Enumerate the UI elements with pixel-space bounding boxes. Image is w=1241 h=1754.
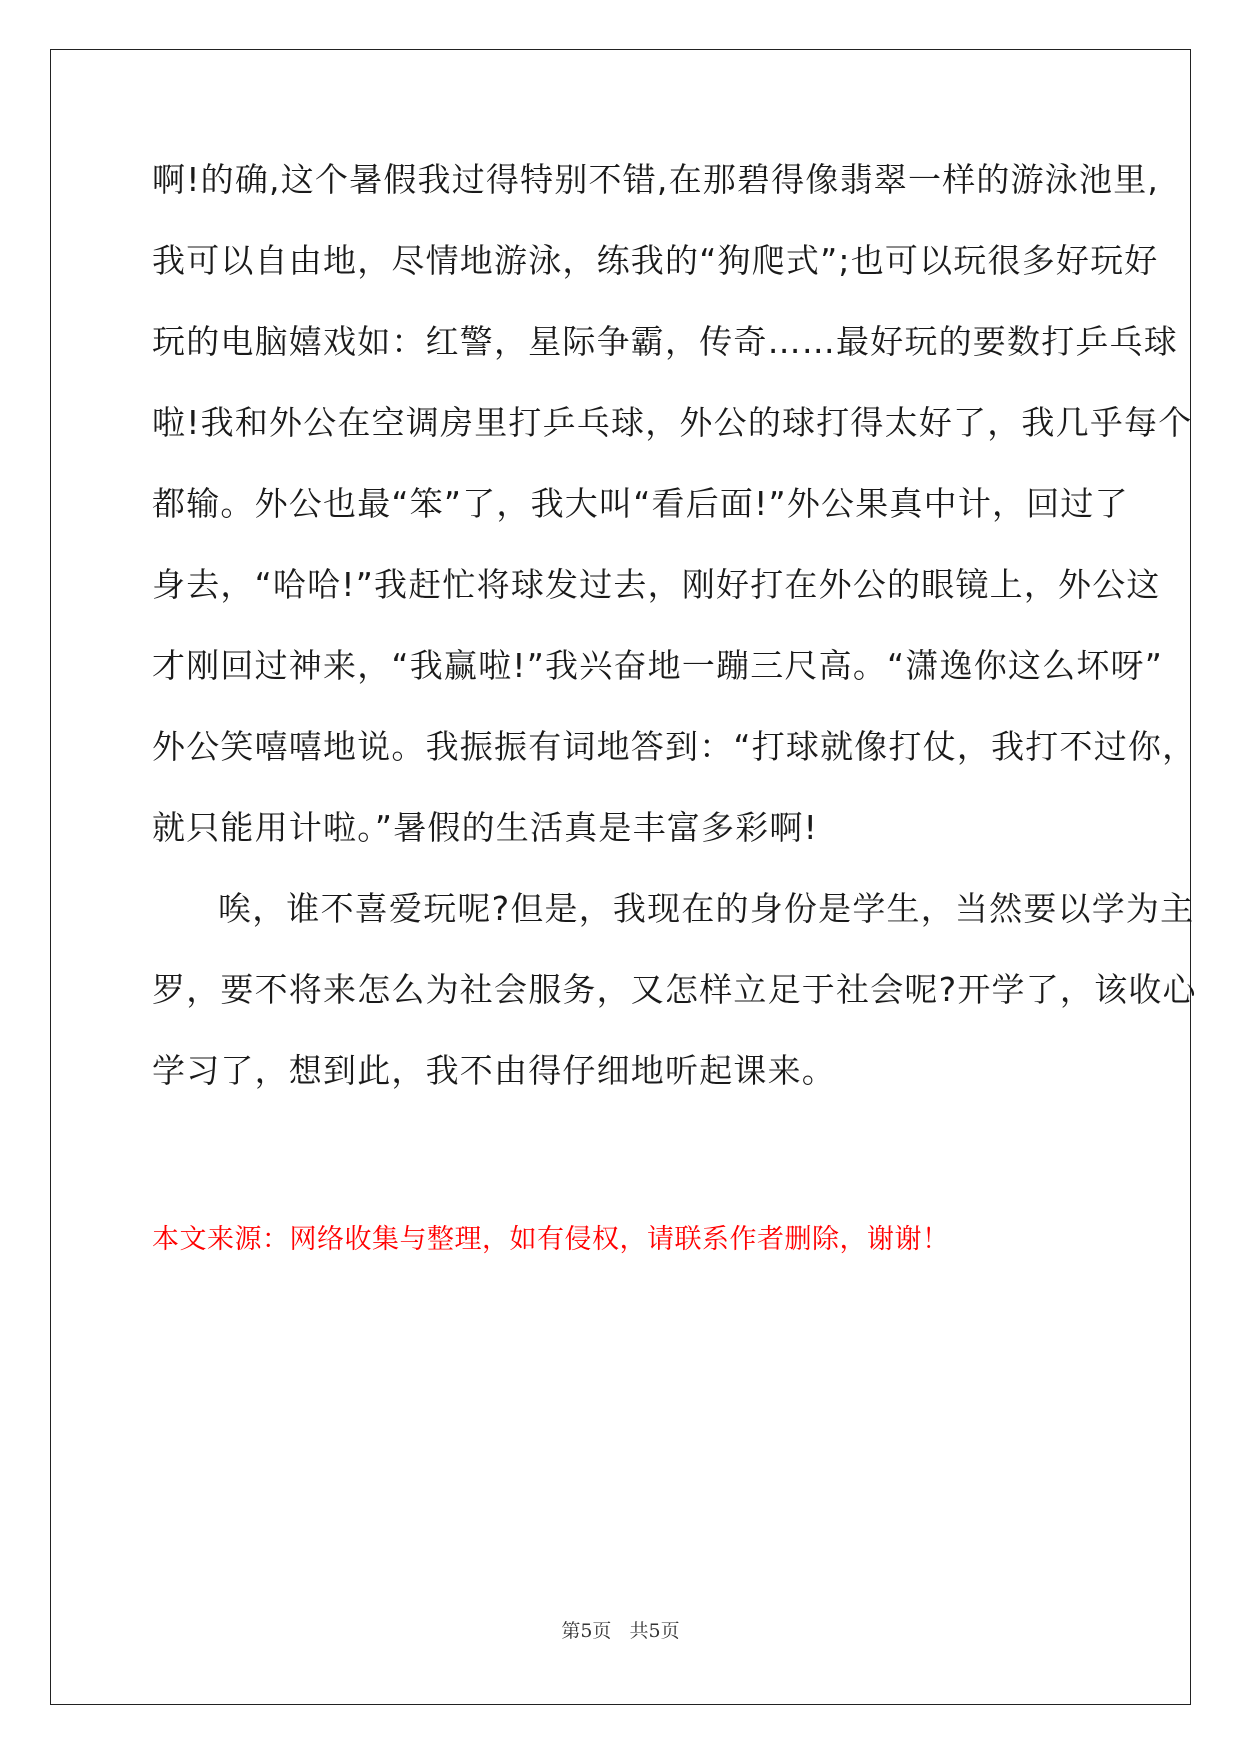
paragraph-line: 身去，“哈哈!”我赶忙将球发过去，刚好打在外公的眼镜上，外公这 — [152, 565, 1161, 604]
paragraph-line: 才刚回过神来，“我赢啦!”我兴奋地一蹦三尺高。“潇逸你这么坏呀” — [152, 646, 1164, 685]
paragraph-line: 学习了，想到此，我不由得仔细地听起课来。 — [152, 1051, 836, 1090]
paragraph-line: 啊!的确,这个暑假我过得特别不错,在那碧得像翡翠一样的游泳池里, — [152, 160, 1160, 199]
paragraph-line: 啦!我和外公在空调房里打乒乓球，外公的球打得太好了，我几乎每个 — [152, 403, 1193, 442]
paragraph-line: 外公笑嘻嘻地说。我振振有词地答到：“打球就像打仗，我打不过你， — [152, 727, 1197, 766]
paragraph-line: 就只能用计啦。”暑假的生活真是丰富多彩啊! — [152, 808, 819, 847]
document-body — [152, 160, 1197, 1132]
paragraph-line: 罗，要不将来怎么为社会服务，又怎样立足于社会呢?开学了，该收心 — [152, 970, 1197, 1009]
paragraph-line: 玩的电脑嬉戏如：红警，星际争霸，传奇……最好玩的要数打乒乓球 — [152, 322, 1178, 361]
paragraph-line: 我可以自由地，尽情地游泳，练我的“狗爬式”;也可以玩很多好玩好 — [152, 241, 1159, 280]
page-number-footer: 第5页 共5页 — [561, 1620, 680, 1642]
paragraph-line: 唉，谁不喜爱玩呢?但是，我现在的身份是学生，当然要以学为主 — [218, 889, 1195, 928]
source-disclaimer: 本文来源：网络收集与整理，如有侵权，请联系作者删除，谢谢！ — [152, 1224, 950, 1255]
paragraph-line: 都输。外公也最“笨”了，我大叫“看后面!”外公果真中计，回过了 — [152, 484, 1129, 523]
